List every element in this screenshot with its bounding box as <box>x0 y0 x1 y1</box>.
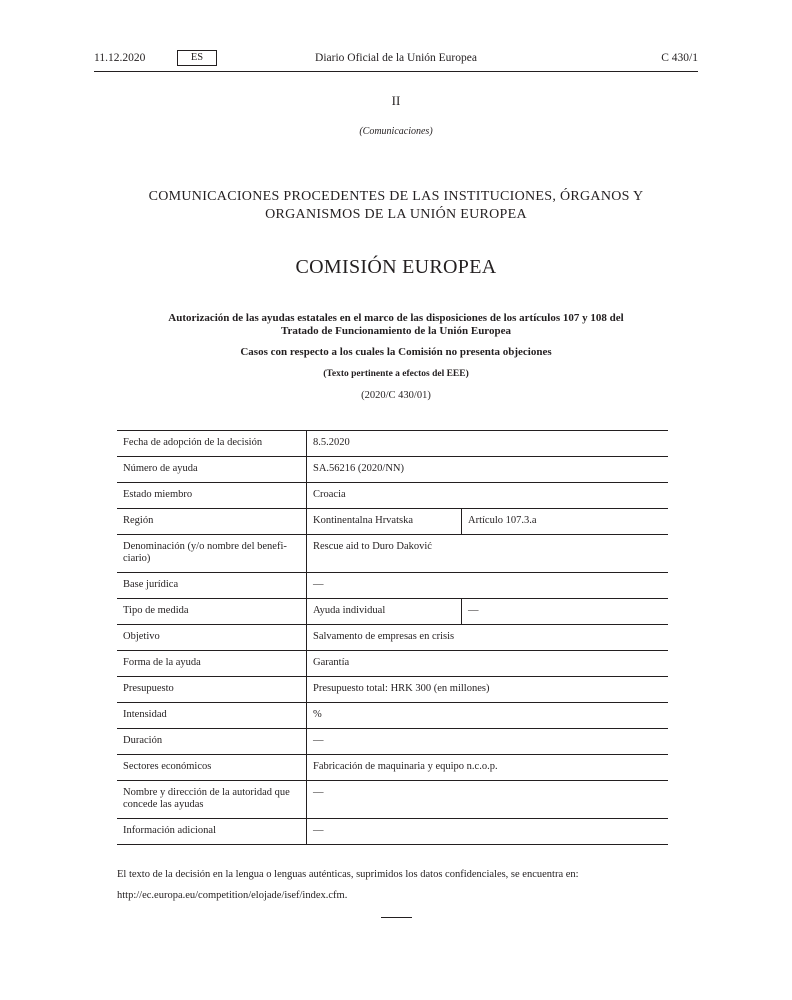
table-row <box>117 431 668 457</box>
row-label: Denominación (y/o nombre del benefi-ciario) <box>117 535 307 573</box>
row-label: Sectores económicos <box>117 755 307 781</box>
category-label: (Comunicaciones) <box>359 126 433 137</box>
section-title-line2: ORGANISMOS DE LA UNIÓN EUROPEA <box>265 207 527 222</box>
document-subtitle: Casos con respecto a los cuales la Comisión no presenta objeciones <box>240 346 552 358</box>
row-value: SA.56216 (2020/NN) <box>307 457 669 483</box>
row-value: — <box>307 781 669 819</box>
row-label: Presupuesto <box>117 677 307 703</box>
institution-heading: COMISIÓN EUROPEA <box>295 256 497 278</box>
row-value-secondary: Artículo 107.3.a <box>462 509 669 535</box>
row-value: 8.5.2020 <box>307 431 669 457</box>
document-title-line2: Tratado de Funcionamiento de la Unión Europea <box>280 325 511 337</box>
row-value: Garantía <box>307 651 669 677</box>
row-label: Información adicional <box>117 819 307 845</box>
row-value: — <box>307 729 669 755</box>
publication-date: 11.12.2020 <box>94 52 146 64</box>
row-value: — <box>307 819 669 845</box>
table-row <box>117 781 668 819</box>
table-row <box>117 457 668 483</box>
row-value: Salvamento de empresas en crisis <box>307 625 669 651</box>
row-label: Región <box>117 509 307 535</box>
row-value: Croacia <box>307 483 669 509</box>
row-value: % <box>307 703 669 729</box>
row-value: Fabricación de maquinaria y equipo n.c.o.p. <box>307 755 669 781</box>
row-value: Presupuesto total: HRK 300 (en millones) <box>307 677 669 703</box>
row-value: Kontinentalna Hrvatska <box>307 509 462 535</box>
section-title-line1: COMUNICACIONES PROCEDENTES DE LAS INSTITUCIONES, ÓRGANOS Y <box>148 189 644 204</box>
document-title <box>94 312 698 338</box>
table-row <box>117 483 668 509</box>
page-header <box>94 50 698 68</box>
row-label: Estado miembro <box>117 483 307 509</box>
language-badge: ES <box>177 50 217 66</box>
row-label: Forma de la ayuda <box>117 651 307 677</box>
row-label: Objetivo <box>117 625 307 651</box>
row-label: Tipo de medida <box>117 599 307 625</box>
table-row <box>117 651 668 677</box>
row-value-secondary: — <box>462 599 669 625</box>
table-row <box>117 573 668 599</box>
row-value: — <box>307 573 669 599</box>
decision-link[interactable]: http://ec.europa.eu/competition/elojade/isef/index.cfm. <box>117 890 348 901</box>
table-row <box>117 677 668 703</box>
header-divider <box>94 71 698 72</box>
row-value: Rescue aid to Duro Daković <box>307 535 669 573</box>
document-reference: (2020/C 430/01) <box>361 390 431 401</box>
row-label: Base jurídica <box>117 573 307 599</box>
eea-relevance-note: (Texto pertinente a efectos del EEE) <box>323 369 469 379</box>
table-row <box>117 599 668 625</box>
table-row <box>117 509 668 535</box>
journal-title: Diario Oficial de la Unión Europea <box>315 52 477 64</box>
row-label: Nombre y dirección de la autoridad que concede las ayudas <box>117 781 307 819</box>
series-number: II <box>391 93 401 108</box>
table-row <box>117 729 668 755</box>
table-row <box>117 819 668 845</box>
table-row <box>117 703 668 729</box>
document-title-line1: Autorización de las ayudas estatales en el marco de las disposiciones de los artículos 107 y 108 del <box>168 312 624 324</box>
row-label: Duración <box>117 729 307 755</box>
section-title <box>94 188 698 224</box>
table-row <box>117 535 668 573</box>
page-reference: C 430/1 <box>661 52 698 64</box>
aid-info-table <box>117 430 668 845</box>
row-label: Fecha de adopción de la decisión <box>117 431 307 457</box>
row-label: Intensidad <box>117 703 307 729</box>
footer-text: El texto de la decisión en la lengua o lenguas auténticas, suprimidos los datos confidenciales, se encuentra en: <box>117 869 579 880</box>
row-label: Número de ayuda <box>117 457 307 483</box>
end-mark <box>381 917 412 918</box>
row-value: Ayuda individual <box>307 599 462 625</box>
table-row <box>117 625 668 651</box>
table-row <box>117 755 668 781</box>
